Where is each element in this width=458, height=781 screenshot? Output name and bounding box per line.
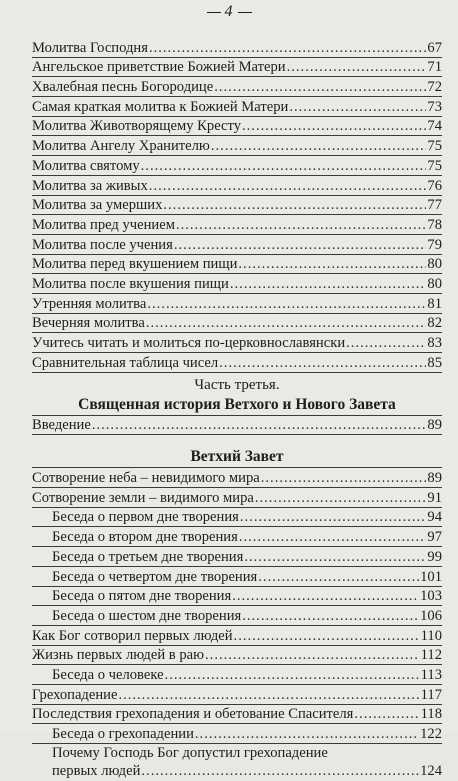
toc-title: Молитва после учения	[32, 236, 173, 253]
toc-page: 75	[427, 157, 442, 174]
toc-row[interactable]	[32, 215, 442, 235]
dot-leader	[92, 416, 427, 434]
dot-leader	[211, 137, 427, 155]
toc-page: 77	[427, 197, 442, 214]
dot-leader	[165, 666, 420, 684]
dot-leader	[149, 39, 426, 57]
spacer	[32, 435, 442, 447]
toc-title: Последствия грехопадения и обетование Спасителя	[32, 706, 354, 723]
dot-leader	[242, 607, 419, 625]
toc-page: 113	[420, 666, 442, 683]
dot-leader	[214, 78, 426, 96]
toc-row[interactable]	[32, 744, 442, 781]
toc-title-line1: Почему Господь Бог допустил грехопадение	[52, 745, 328, 761]
dot-leader	[346, 334, 426, 352]
toc-title: Беседа о пятом дне творения	[52, 588, 232, 605]
toc-page: 89	[427, 417, 442, 434]
toc-row[interactable]	[32, 468, 442, 488]
dot-leader	[163, 196, 426, 214]
toc-row[interactable]	[32, 97, 442, 117]
dot-leader	[239, 528, 427, 546]
toc-row[interactable]	[32, 156, 442, 176]
dot-leader	[176, 216, 426, 234]
toc-page: 72	[427, 79, 442, 96]
toc-title: Молитва Господня	[32, 39, 148, 56]
toc-title: Беседа о шестом дне творения	[52, 607, 242, 624]
toc-page: 79	[427, 236, 442, 253]
toc-row[interactable]	[32, 196, 442, 216]
toc-page: 124	[420, 763, 442, 779]
toc-title: Беседа о втором дне творения	[52, 529, 238, 546]
toc-title: Молитва пред учением	[32, 216, 175, 233]
toc-page: 81	[427, 295, 442, 312]
toc-title: Как Бог сотворил первых людей	[32, 627, 233, 644]
toc-title: Молитва перед вкушением пищи	[32, 256, 238, 273]
toc-page: 91	[427, 489, 442, 506]
toc-page: 80	[427, 275, 442, 292]
toc-row[interactable]	[32, 587, 442, 607]
toc-row[interactable]	[32, 353, 442, 373]
toc-page: 76	[427, 177, 442, 194]
toc-title-line2: первых людей	[52, 763, 141, 779]
toc-title: Самая краткая молитва к Божией Матери	[32, 98, 289, 115]
toc-page: 117	[420, 686, 442, 703]
table-of-contents	[32, 38, 442, 781]
toc-page: 101	[420, 568, 442, 585]
toc-title: Ангельское приветствие Божией Матери	[32, 59, 286, 76]
toc-title: Сотворение земли – видимого мира	[32, 489, 254, 506]
toc-page: 67	[427, 39, 442, 56]
toc-row[interactable]	[32, 646, 442, 666]
page-number: 4	[0, 3, 458, 21]
toc-page: 71	[427, 59, 442, 76]
toc-page: 94	[427, 509, 442, 526]
dot-leader	[240, 508, 427, 526]
dot-leader	[141, 157, 427, 175]
toc-row[interactable]	[32, 294, 442, 314]
toc-title: Молитва Животворящему Кресту	[32, 118, 241, 135]
toc-row[interactable]	[32, 705, 442, 725]
dot-leader	[118, 686, 419, 704]
toc-page: 82	[427, 315, 442, 332]
toc-title: Беседа о четвертом дне творения	[52, 568, 258, 585]
toc-title-line2-wrap	[32, 762, 442, 780]
toc-row[interactable]	[32, 136, 442, 156]
toc-title: Введение	[32, 417, 91, 434]
toc-page: 89	[427, 470, 442, 487]
toc-page: 97	[427, 529, 442, 546]
toc-title: Беседа о первом дне творения	[52, 509, 239, 526]
toc-row[interactable]	[32, 724, 442, 744]
toc-row[interactable]	[32, 547, 442, 567]
toc-row[interactable]	[32, 527, 442, 547]
toc-page: 112	[420, 647, 442, 664]
dot-leader	[147, 295, 426, 313]
dot-leader	[242, 117, 426, 135]
toc-row[interactable]	[32, 176, 442, 196]
toc-row[interactable]	[32, 255, 442, 275]
toc-row[interactable]	[32, 235, 442, 255]
dot-leader	[149, 177, 427, 195]
part-heading: Часть третья.	[194, 376, 280, 393]
toc-title: Молитва после вкушения пищи	[32, 275, 229, 292]
dot-leader	[289, 98, 426, 116]
toc-title: Сотворение неба – невидимого мира	[32, 470, 260, 487]
toc-title: Беседа о человеке	[52, 666, 164, 683]
toc-title: Жизнь первых людей в раю	[32, 647, 205, 664]
toc-title: Беседа о грехопадении	[52, 726, 194, 742]
toc-title: Беседа о третьем дне творения	[52, 548, 244, 565]
dot-leader	[234, 627, 420, 645]
dot-leader	[195, 725, 419, 743]
toc-title: Учитесь читать и молиться по-церковнославянски	[32, 335, 346, 351]
dot-leader	[141, 762, 419, 780]
dot-leader	[238, 255, 426, 273]
dot-leader	[174, 236, 427, 254]
toc-row[interactable]	[32, 38, 442, 58]
dot-leader	[354, 705, 419, 723]
dot-leader	[244, 548, 426, 566]
toc-row[interactable]	[32, 606, 442, 626]
toc-row[interactable]	[32, 77, 442, 97]
toc-title: Вечерняя молитва	[32, 315, 145, 332]
toc-title: Утренняя молитва	[32, 295, 147, 312]
toc-title: Молитва Ангелу Хранителю	[32, 138, 210, 155]
toc-row[interactable]	[32, 685, 442, 705]
toc-row[interactable]	[32, 314, 442, 334]
toc-page: 110	[420, 627, 442, 644]
dot-leader	[205, 646, 420, 664]
toc-page: 78	[427, 216, 442, 233]
dot-leader	[146, 314, 427, 332]
toc-row[interactable]	[32, 488, 442, 508]
toc-title: Молитва за живых	[32, 177, 148, 194]
dot-leader	[287, 58, 427, 76]
dot-leader	[230, 275, 427, 293]
toc-page: 118	[420, 706, 442, 723]
toc-row[interactable]	[32, 274, 442, 294]
toc-row[interactable]	[32, 333, 442, 353]
toc-page: 103	[420, 588, 442, 605]
toc-page: 75	[427, 138, 442, 155]
dot-leader	[232, 587, 419, 605]
toc-page: 99	[427, 548, 442, 565]
toc-page: 106	[420, 607, 442, 624]
toc-page: 73	[427, 98, 442, 115]
toc-title: Молитва святому	[32, 157, 140, 174]
toc-page: 74	[427, 118, 442, 135]
toc-row[interactable]	[32, 117, 442, 137]
toc-page: 85	[427, 354, 442, 371]
toc-title: Хвалебная песнь Богородице	[32, 79, 214, 96]
toc-row[interactable]	[32, 626, 442, 646]
toc-page: 80	[427, 256, 442, 273]
dot-leader	[261, 469, 427, 487]
dot-leader	[219, 354, 426, 372]
toc-row[interactable]	[32, 508, 442, 528]
section-heading: Ветхий Завет	[32, 447, 442, 468]
part-title: Священная история Ветхого и Нового Завета	[32, 395, 442, 416]
dot-leader	[258, 568, 419, 586]
toc-title: Молитва за умерших	[32, 197, 163, 214]
toc-row[interactable]	[32, 567, 442, 587]
toc-row[interactable]	[32, 665, 442, 685]
toc-page: 122	[420, 726, 442, 742]
dot-leader	[255, 489, 427, 507]
toc-row[interactable]	[32, 416, 442, 436]
toc-title: Сравнительная таблица чисел	[32, 354, 219, 371]
toc-row[interactable]	[32, 58, 442, 78]
toc-title: Грехопадение	[32, 686, 118, 703]
toc-page: 83	[427, 335, 442, 351]
